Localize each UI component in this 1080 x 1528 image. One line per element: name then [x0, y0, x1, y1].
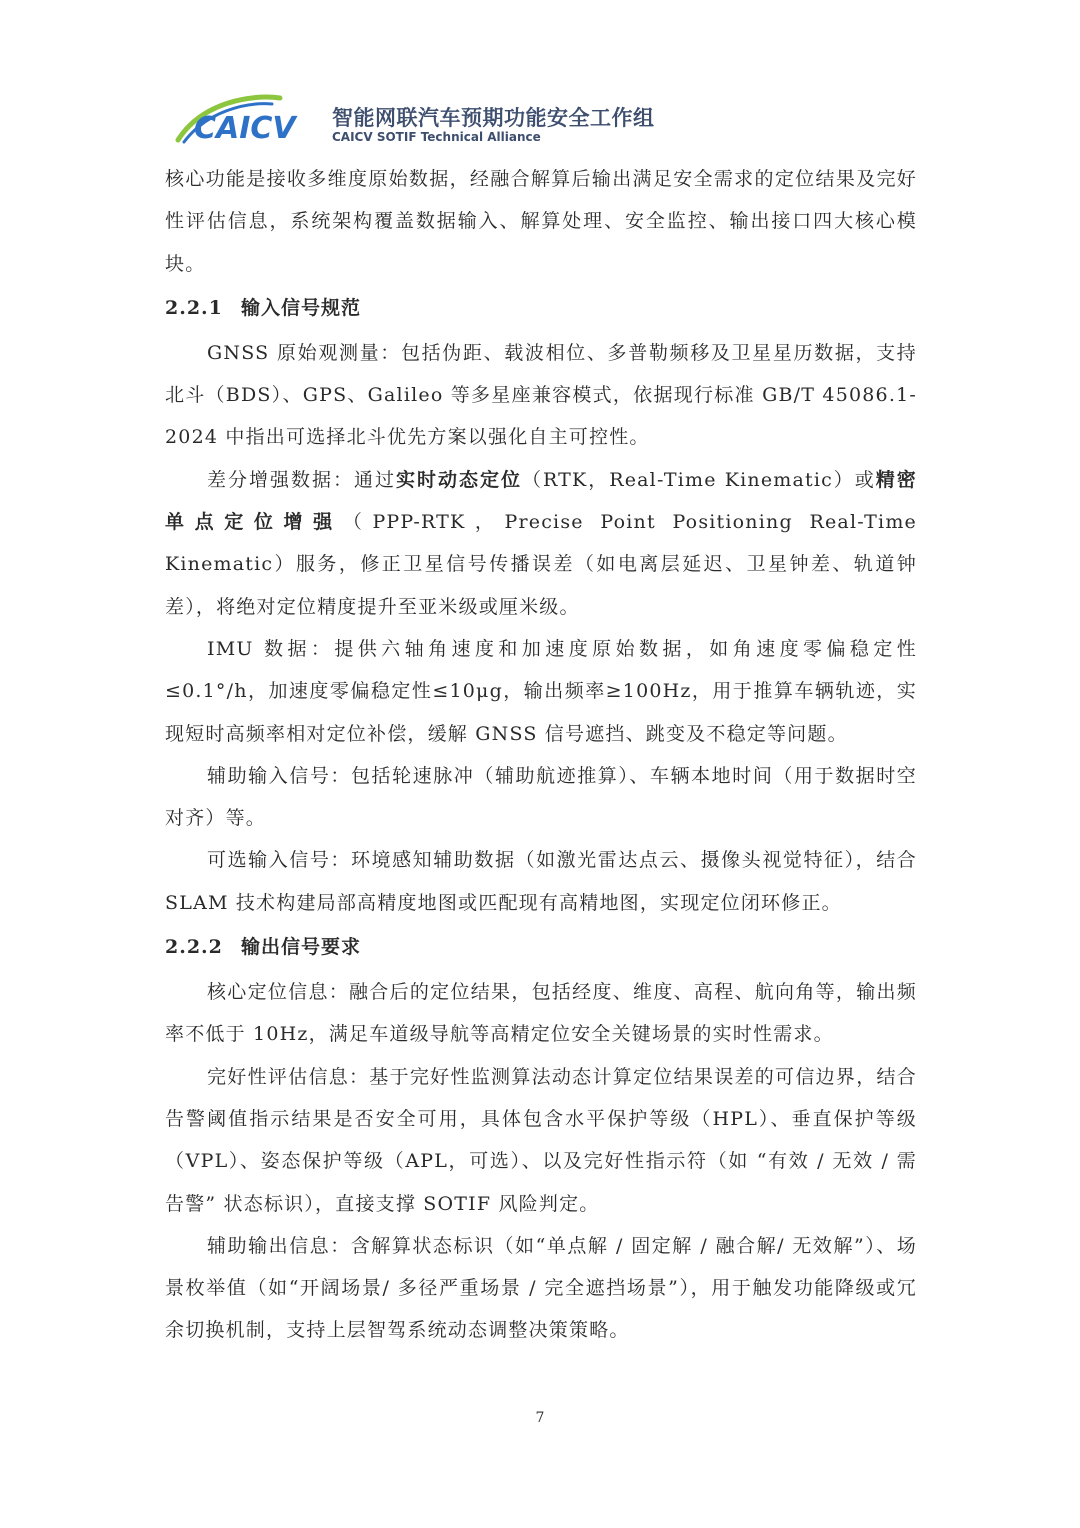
paragraph-differential: 差分增强数据：通过实时动态定位（RTK，Real-Time Kinematic）或精密单点定位增强（PPP-RTK，Precise Point Positioning Real-Time Kinematic）服务，修正卫星信号传播误差（如电离层延迟、卫星钟差、轨道钟差），将绝对定位精度提升至亚米级或厘米级。 — [165, 468, 917, 618]
term-ppp-rtk: 精密单点定位增强 — [165, 468, 917, 534]
page-number: 7 — [535, 1410, 545, 1426]
paragraph-optional-input: 可选输入信号：环境感知辅助数据（如激光雷达点云、摄像头视觉特征），结合 SLAM 技术构建局部高精度地图或匹配现有高精地图，实现定位闭环修正。 — [165, 849, 917, 914]
section-heading-2-2-1 — [165, 285, 917, 332]
page-content — [165, 158, 917, 1352]
caicv-logo-icon — [172, 92, 322, 148]
header-title: 智能网联汽车预期功能安全工作组 — [332, 106, 655, 130]
term-rtk: 实时动态定位 — [395, 468, 522, 491]
paragraph-integrity: 完好性评估信息：基于完好性监测算法动态计算定位结果误差的可信边界，结合告警阈值指示结果是否安全可用，具体包含水平保护等级（HPL）、垂直保护等级（VPL）、姿态保护等级（APL，可选）、以及完好性指示符（如 “有效 / 无效 / 需告警” 状态标识），直接支撑 SOTIF 风险判定。 — [165, 1065, 917, 1215]
intro-paragraph: 核心功能是接收多维度原始数据，经融合解算后输出满足安全需求的定位结果及完好性评估信息，系统架构覆盖数据输入、解算处理、安全监控、输出接口四大核心模块。 — [165, 168, 917, 275]
header-subtitle: CAICV SOTIF Technical Alliance — [332, 130, 541, 144]
document-header — [172, 92, 692, 152]
section-title: 输出信号要求 — [241, 936, 362, 959]
paragraph-imu: IMU 数据：提供六轴角速度和加速度原始数据，如角速度零偏稳定性≤0.1°/h，加速度零偏稳定性≤10μg，输出频率≥100Hz，用于推算车辆轨迹，实现短时高频率相对定位补偿，缓解 GNSS 信号遮挡、跳变及不稳定等问题。 — [165, 637, 917, 745]
logo-wordmark: CAICV — [194, 111, 296, 146]
paragraph-core-output: 核心定位信息：融合后的定位结果，包括经度、维度、高程、航向角等，输出频率不低于 10Hz，满足车道级导航等高精定位安全关键场景的实时性需求。 — [165, 981, 917, 1046]
section-heading-2-2-2 — [165, 924, 917, 971]
section-number: 2.2.1 — [165, 296, 223, 319]
section-title: 输入信号规范 — [241, 296, 362, 319]
paragraph-gnss: GNSS 原始观测量：包括伪距、载波相位、多普勒频移及卫星星历数据，支持北斗（BDS）、GPS、Galileo 等多星座兼容模式，依据现行标准 GB/T 45086.1-2024 中指出可选择北斗优先方案以强化自主可控性。 — [165, 341, 917, 449]
section-number: 2.2.2 — [165, 936, 223, 959]
paragraph-aux-output: 辅助输出信息：含解算状态标识（如“单点解 / 固定解 / 融合解/ 无效解”）、场景枚举值（如“开阔场景/ 多径严重场景 / 完全遮挡场景”），用于触发功能降级或冗余切换机制，支持上层智驾系统动态调整决策策略。 — [165, 1234, 917, 1342]
paragraph-aux-input: 辅助输入信号：包括轮速脉冲（辅助航迹推算）、车辆本地时间（用于数据时空对齐）等。 — [165, 764, 917, 830]
